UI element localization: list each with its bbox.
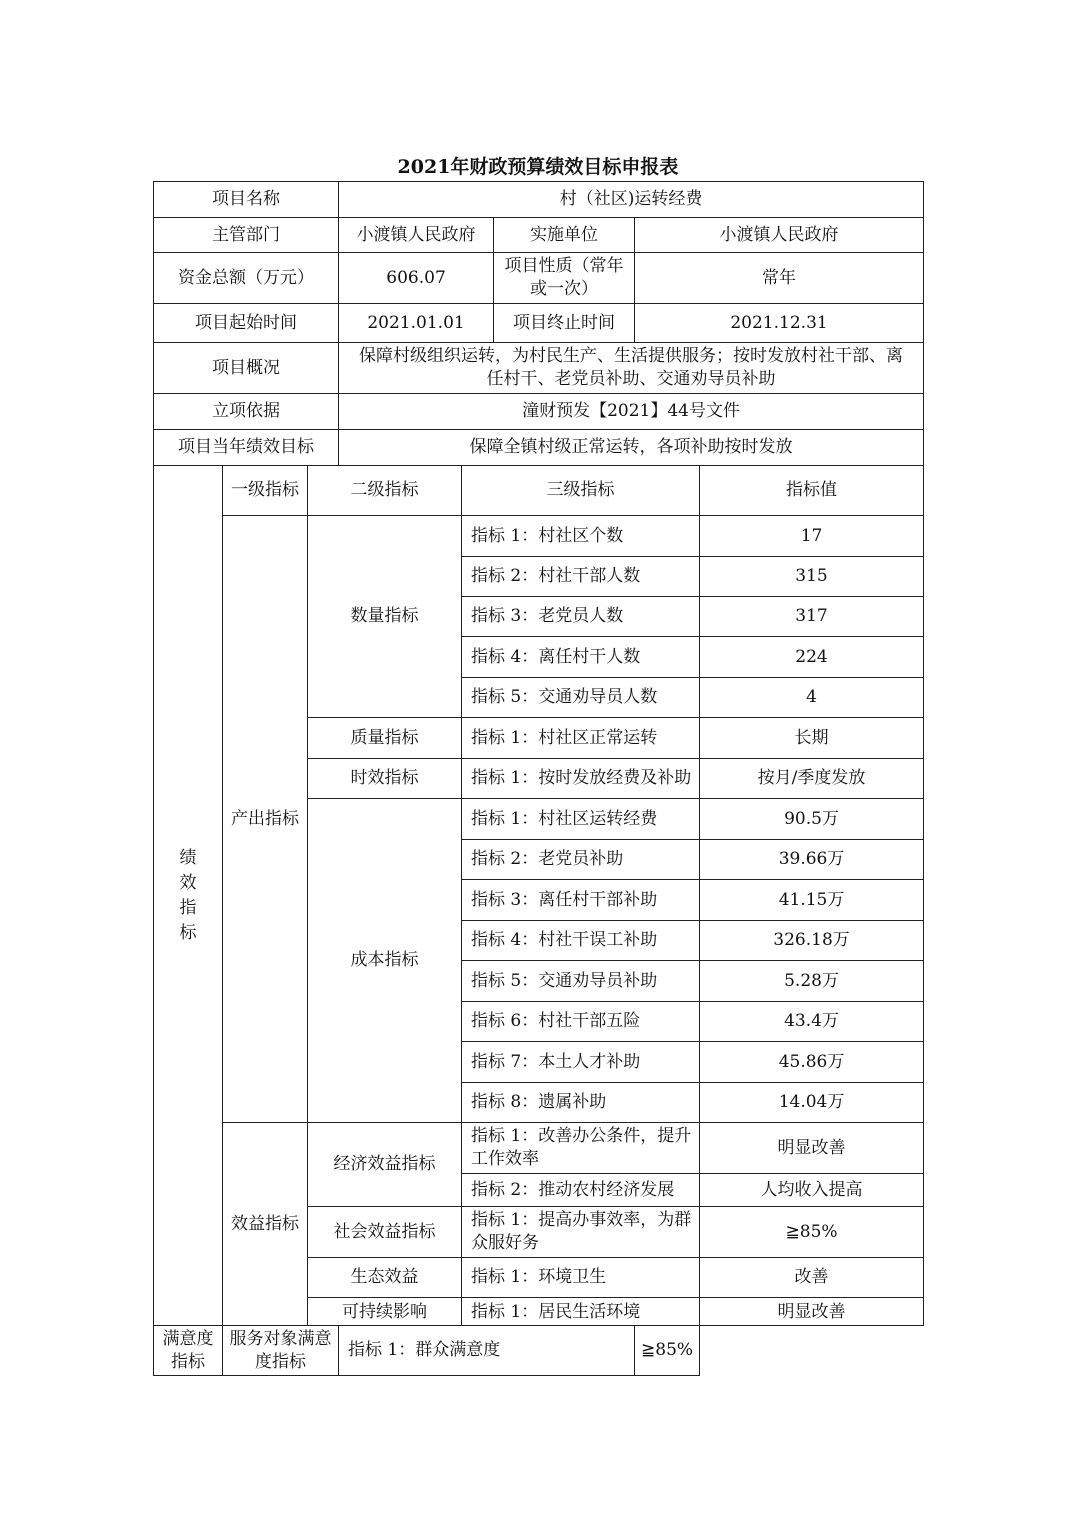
- indicator-value: 14.04万: [700, 1083, 924, 1123]
- indicator-value: ≧85%: [635, 1326, 700, 1376]
- page-title: 2021年财政预算绩效目标申报表: [397, 156, 679, 178]
- table-row: [154, 516, 924, 557]
- indicator-value: 317: [700, 597, 924, 637]
- indicator-name: 指标 2：村社干部人数: [462, 557, 700, 597]
- indicator-name: 指标 7：本土人才补助: [462, 1042, 700, 1083]
- row-basis: [154, 394, 924, 430]
- indicator-name: 指标 1：群众满意度: [339, 1326, 635, 1376]
- eco-label: 生态效益: [308, 1258, 462, 1298]
- indicator-value: 改善: [700, 1258, 924, 1298]
- header-l1: 一级指标: [223, 466, 308, 516]
- header-l3: 三级指标: [462, 466, 700, 516]
- indicator-value: 45.86万: [700, 1042, 924, 1083]
- perf-label: 绩效指标: [154, 466, 223, 1326]
- indicator-name: 指标 1：居民生活环境: [462, 1298, 700, 1326]
- economic-label: 经济效益指标: [308, 1123, 462, 1207]
- indicator-name: 指标 1：环境卫生: [462, 1258, 700, 1298]
- indicator-name: 指标 1：村社区正常运转: [462, 718, 700, 759]
- budget-table: [153, 181, 924, 1376]
- indicator-value: 224: [700, 637, 924, 678]
- indicator-value: 明显改善: [700, 1123, 924, 1174]
- timeliness-label: 时效指标: [308, 759, 462, 799]
- indicator-value: 人均收入提高: [700, 1174, 924, 1207]
- indicator-value: 长期: [700, 718, 924, 759]
- social-label: 社会效益指标: [308, 1207, 462, 1258]
- indicator-name: 指标 4：离任村干人数: [462, 637, 700, 678]
- indicator-name: 指标 8：遗属补助: [462, 1083, 700, 1123]
- indicator-value: 39.66万: [700, 840, 924, 880]
- row-perf-header: [154, 466, 924, 516]
- header-l2: 二级指标: [308, 466, 462, 516]
- row-amount: [154, 253, 924, 304]
- goal-value: 保障全镇村级正常运转，各项补助按时发放: [339, 430, 924, 466]
- amount-value: 606.07: [339, 253, 494, 304]
- indicator-name: 指标 2：老党员补助: [462, 840, 700, 880]
- impl-label: 实施单位: [494, 218, 635, 253]
- indicator-name: 指标 6：村社干部五险: [462, 1002, 700, 1042]
- dept-value: 小渡镇人民政府: [339, 218, 494, 253]
- indicator-value: 90.5万: [700, 799, 924, 840]
- indicator-name: 指标 2：推动农村经济发展: [462, 1174, 700, 1207]
- indicator-name: 指标 5：交通劝导员补助: [462, 961, 700, 1002]
- overview-label: 项目概况: [154, 343, 339, 394]
- indicator-value: ≧85%: [700, 1207, 924, 1258]
- indicator-name: 指标 1：改善办公条件，提升工作效率: [462, 1123, 700, 1174]
- indicator-value: 明显改善: [700, 1298, 924, 1326]
- quantity-label: 数量指标: [308, 516, 462, 718]
- row-dept: [154, 218, 924, 253]
- project-name-label: 项目名称: [154, 182, 339, 218]
- indicator-value: 326.18万: [700, 921, 924, 961]
- indicator-value: 41.15万: [700, 880, 924, 921]
- row-project-name: [154, 182, 924, 218]
- indicator-name: 指标 1：提高办事效率，为群众服好务: [462, 1207, 700, 1258]
- row-goal: [154, 430, 924, 466]
- indicator-value: 4: [700, 678, 924, 718]
- quality-label: 质量指标: [308, 718, 462, 759]
- indicator-value: 315: [700, 557, 924, 597]
- indicator-value: 按月/季度发放: [700, 759, 924, 799]
- indicator-name: 指标 5：交通劝导员人数: [462, 678, 700, 718]
- end-value: 2021.12.31: [635, 304, 924, 343]
- output-label: 产出指标: [223, 516, 308, 1123]
- indicator-name: 指标 3：离任村干部补助: [462, 880, 700, 921]
- basis-label: 立项依据: [154, 394, 339, 430]
- end-label: 项目终止时间: [494, 304, 635, 343]
- sustain-label: 可持续影响: [308, 1298, 462, 1326]
- start-label: 项目起始时间: [154, 304, 339, 343]
- indicator-name: 指标 1：村社区运转经费: [462, 799, 700, 840]
- basis-value: 潼财预发【2021】44号文件: [339, 394, 924, 430]
- indicator-name: 指标 3：老党员人数: [462, 597, 700, 637]
- indicator-name: 指标 1：村社区个数: [462, 516, 700, 557]
- indicator-value: 17: [700, 516, 924, 557]
- goal-label: 项目当年绩效目标: [154, 430, 339, 466]
- indicator-name: 指标 4：村社干误工补助: [462, 921, 700, 961]
- service-satisfaction-label: 服务对象满意度指标: [223, 1326, 339, 1376]
- row-overview: [154, 343, 924, 394]
- overview-value: 保障村级组织运转，为村民生产、生活提供服务；按时发放村社干部、离任村干、老党员补助、交通劝导员补助: [339, 343, 924, 394]
- cost-label: 成本指标: [308, 799, 462, 1123]
- impl-value: 小渡镇人民政府: [635, 218, 924, 253]
- table-row: [154, 1123, 924, 1174]
- indicator-value: 43.4万: [700, 1002, 924, 1042]
- header-value: 指标值: [700, 466, 924, 516]
- row-dates: [154, 304, 924, 343]
- project-name-value: 村（社区)运转经费: [339, 182, 924, 218]
- dept-label: 主管部门: [154, 218, 339, 253]
- start-value: 2021.01.01: [339, 304, 494, 343]
- satisfaction-label: 满意度指标: [154, 1326, 223, 1376]
- indicator-name: 指标 1：按时发放经费及补助: [462, 759, 700, 799]
- amount-label: 资金总额（万元）: [154, 253, 339, 304]
- nature-label: 项目性质（常年或一次）: [494, 253, 635, 304]
- table-row: [154, 1326, 924, 1376]
- nature-value: 常年: [635, 253, 924, 304]
- indicator-value: 5.28万: [700, 961, 924, 1002]
- benefit-label: 效益指标: [223, 1123, 308, 1326]
